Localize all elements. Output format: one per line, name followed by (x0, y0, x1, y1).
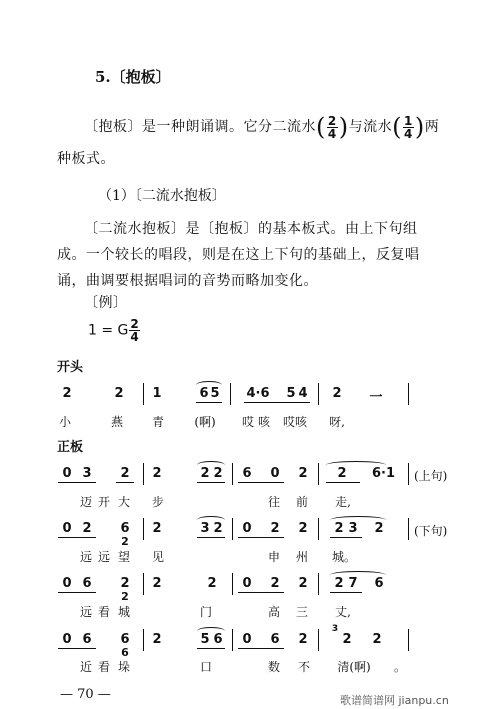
note: 6 (120, 632, 130, 647)
slur (197, 516, 225, 524)
lyric: 往 (267, 495, 280, 509)
note: 6 (270, 632, 280, 647)
underline (330, 592, 362, 593)
note: 2 (342, 632, 352, 647)
note: 0 (62, 466, 72, 481)
lyric: 开 (97, 495, 110, 509)
note: 2 (121, 590, 129, 603)
bar-line (143, 518, 144, 540)
lyric: 燕 (110, 415, 123, 429)
paren-open: ( (316, 113, 326, 141)
lyric: 看 (97, 605, 110, 619)
underline (58, 592, 96, 593)
para2-line-3: 诵，曲调要根据唱词的音势而略加变化。 (57, 273, 318, 289)
note: 2 (120, 576, 130, 591)
lyric: 不 (297, 660, 310, 674)
intro-line-1 (84, 113, 439, 141)
note: 2 (213, 466, 223, 481)
lyric: 走, (335, 495, 351, 509)
bar-line (232, 518, 233, 540)
lyric: 小 (58, 415, 71, 429)
bar-line (230, 383, 231, 405)
note: 2 (207, 576, 217, 591)
note: 6 (374, 576, 384, 591)
slur (326, 461, 386, 469)
bar-line (232, 573, 233, 595)
note: 2 (82, 521, 92, 536)
label-kaitou: 开头 (57, 360, 84, 375)
intro-part-3: 两 (424, 119, 440, 135)
lyric: 远 (97, 550, 110, 564)
lyric: 城 (117, 605, 130, 619)
lyric: 哎 (241, 415, 254, 429)
bar-line (408, 383, 409, 405)
lyric: 垛 (117, 660, 130, 674)
frac-num: 2 (327, 113, 337, 128)
lyric: 口 (199, 660, 212, 674)
lyric: 城。 (332, 550, 357, 564)
lyric: 步 (151, 495, 164, 509)
note: 4 (298, 386, 308, 401)
underline (197, 537, 225, 538)
note: 0 (242, 576, 252, 591)
frac-den-2: 4 (403, 126, 413, 141)
lyric: 见 (151, 550, 164, 564)
intro-line-2: 种板式。 (57, 151, 115, 167)
bar-line (408, 518, 409, 540)
note: 0 (62, 576, 72, 591)
note: 6 (120, 521, 130, 536)
underline (58, 648, 96, 649)
bar-line (408, 463, 409, 485)
note: 2 (200, 466, 210, 481)
lyric: 迈 (79, 495, 92, 509)
note: 2 (270, 576, 280, 591)
note: 2 (298, 632, 308, 647)
slur (196, 381, 222, 389)
underline (238, 592, 284, 593)
underline (238, 482, 284, 483)
subsection-title: （1）〔二流水抱板〕 (98, 188, 226, 204)
bar-line (318, 573, 319, 595)
note: 2 (152, 576, 162, 591)
note: 2 (120, 466, 130, 481)
note: 2 (152, 521, 162, 536)
intro-part-2: 与流水 (348, 119, 393, 135)
note: 3 (200, 521, 210, 536)
slur (197, 627, 225, 635)
lyric: 看 (97, 660, 110, 674)
note: 1 (152, 386, 162, 401)
lyric: 前 (295, 495, 308, 509)
para2-line-2: 成。一个较长的唱段，则是在这上下句的基础上，反复唱 (57, 247, 420, 263)
intro-part-1: 〔抱板〕是一种朗诵调。它分二流水 (84, 119, 316, 135)
fraction-2-4 (327, 115, 338, 140)
note: 3 (348, 521, 358, 536)
note: 2 (298, 521, 308, 536)
note: 0 (62, 632, 72, 647)
note: 4·6 (246, 386, 270, 401)
bar-line (318, 383, 319, 405)
underline (238, 648, 284, 649)
note: 6 (82, 576, 92, 591)
underline (326, 482, 360, 483)
note: 2 (114, 386, 124, 401)
note: 0 (242, 632, 252, 647)
lyric: 青 (151, 415, 164, 429)
lyric: 申 (267, 550, 280, 564)
note: 5 (210, 386, 220, 401)
underline (197, 648, 225, 649)
note: 2 (121, 535, 129, 548)
lyric: 哎咳 (282, 415, 307, 429)
note: 2 (213, 521, 223, 536)
bar-line (232, 629, 233, 651)
note: 6 (213, 632, 223, 647)
underline (58, 482, 96, 483)
note: 2 (334, 521, 344, 536)
lyric: 望 (117, 550, 130, 564)
frac-num-2: 1 (403, 113, 413, 128)
lyric: 。 (393, 660, 406, 674)
section-title: 5.〔抱板〕 (95, 68, 171, 86)
paren-close: ) (338, 113, 349, 141)
bar-line (143, 629, 144, 651)
bar-line (318, 463, 319, 485)
note: 2 (372, 632, 382, 647)
note: 一 (369, 390, 383, 405)
underline (58, 537, 96, 538)
note: 0 (62, 521, 72, 536)
note: 2 (270, 521, 280, 536)
meter-den: 4 (130, 330, 139, 344)
underline (196, 402, 222, 403)
note: 3 (331, 624, 339, 634)
lyric: 大 (117, 495, 130, 509)
bar-line (143, 383, 144, 405)
lyric: 远 (79, 550, 92, 564)
lyric: 州 (295, 550, 308, 564)
note: 2 (337, 466, 347, 481)
bar-line (143, 463, 144, 485)
lyric: 呀, (329, 415, 345, 429)
note: 6 (121, 646, 129, 659)
frac-den: 4 (327, 126, 337, 141)
lyric: 门 (199, 605, 212, 619)
paren-open-2: ( (392, 113, 402, 141)
note: 2 (334, 576, 344, 591)
para2-line-1: 〔二流水抱板〕是〔抱板〕的基本板式。由上下句组 (84, 221, 418, 237)
underline (197, 482, 225, 483)
lyric: 三 (295, 605, 308, 619)
underline (238, 537, 284, 538)
note: 2 (152, 466, 162, 481)
example-label: 〔例〕 (84, 295, 128, 311)
note: 6 (82, 632, 92, 647)
watermark: 歌谱简谱网 jianpu.cn (340, 694, 449, 707)
underline (116, 482, 134, 483)
underline (244, 402, 310, 403)
note: 5 (286, 386, 296, 401)
label-zhengban: 正板 (57, 440, 84, 455)
paren-close-2: ) (414, 113, 425, 141)
lyric: 近 (79, 660, 92, 674)
key-prefix: 1 = G (88, 322, 129, 339)
bar-line (143, 573, 144, 595)
lyric: 咳 (257, 415, 270, 429)
key-signature (88, 318, 141, 343)
note: 2 (152, 632, 162, 647)
bar-line (232, 463, 233, 485)
note: 2 (332, 386, 342, 401)
slur (330, 571, 386, 579)
bar-line (318, 518, 319, 540)
page-number: — 70 — (60, 687, 111, 702)
bar-line (318, 629, 319, 651)
note: 2 (298, 466, 308, 481)
lyric: 数 (267, 660, 280, 674)
note: 0 (270, 466, 280, 481)
key-meter (129, 318, 139, 343)
note: 0 (242, 521, 252, 536)
note: 3 (82, 466, 92, 481)
slur (330, 516, 386, 524)
note: 2 (298, 576, 308, 591)
note: 2 (374, 521, 384, 536)
fraction-1-4 (403, 115, 414, 140)
note: 7 (348, 576, 358, 591)
bar-line (408, 629, 409, 651)
lyric: (啊) (194, 415, 216, 429)
side-label-lower: (下句) (414, 524, 448, 538)
lyric: 远 (79, 605, 92, 619)
lyric: 清(啊) (337, 660, 371, 674)
note: 6 (242, 466, 252, 481)
note: 5 (200, 632, 210, 647)
note: 6·1 (372, 466, 396, 481)
slur (197, 461, 225, 469)
note: 6 (199, 386, 209, 401)
side-label-upper: (上句) (414, 469, 448, 483)
meter-num: 2 (130, 317, 139, 331)
underline (330, 537, 362, 538)
lyric: 丈, (335, 605, 351, 619)
note: 2 (62, 386, 72, 401)
lyric: 高 (267, 605, 280, 619)
